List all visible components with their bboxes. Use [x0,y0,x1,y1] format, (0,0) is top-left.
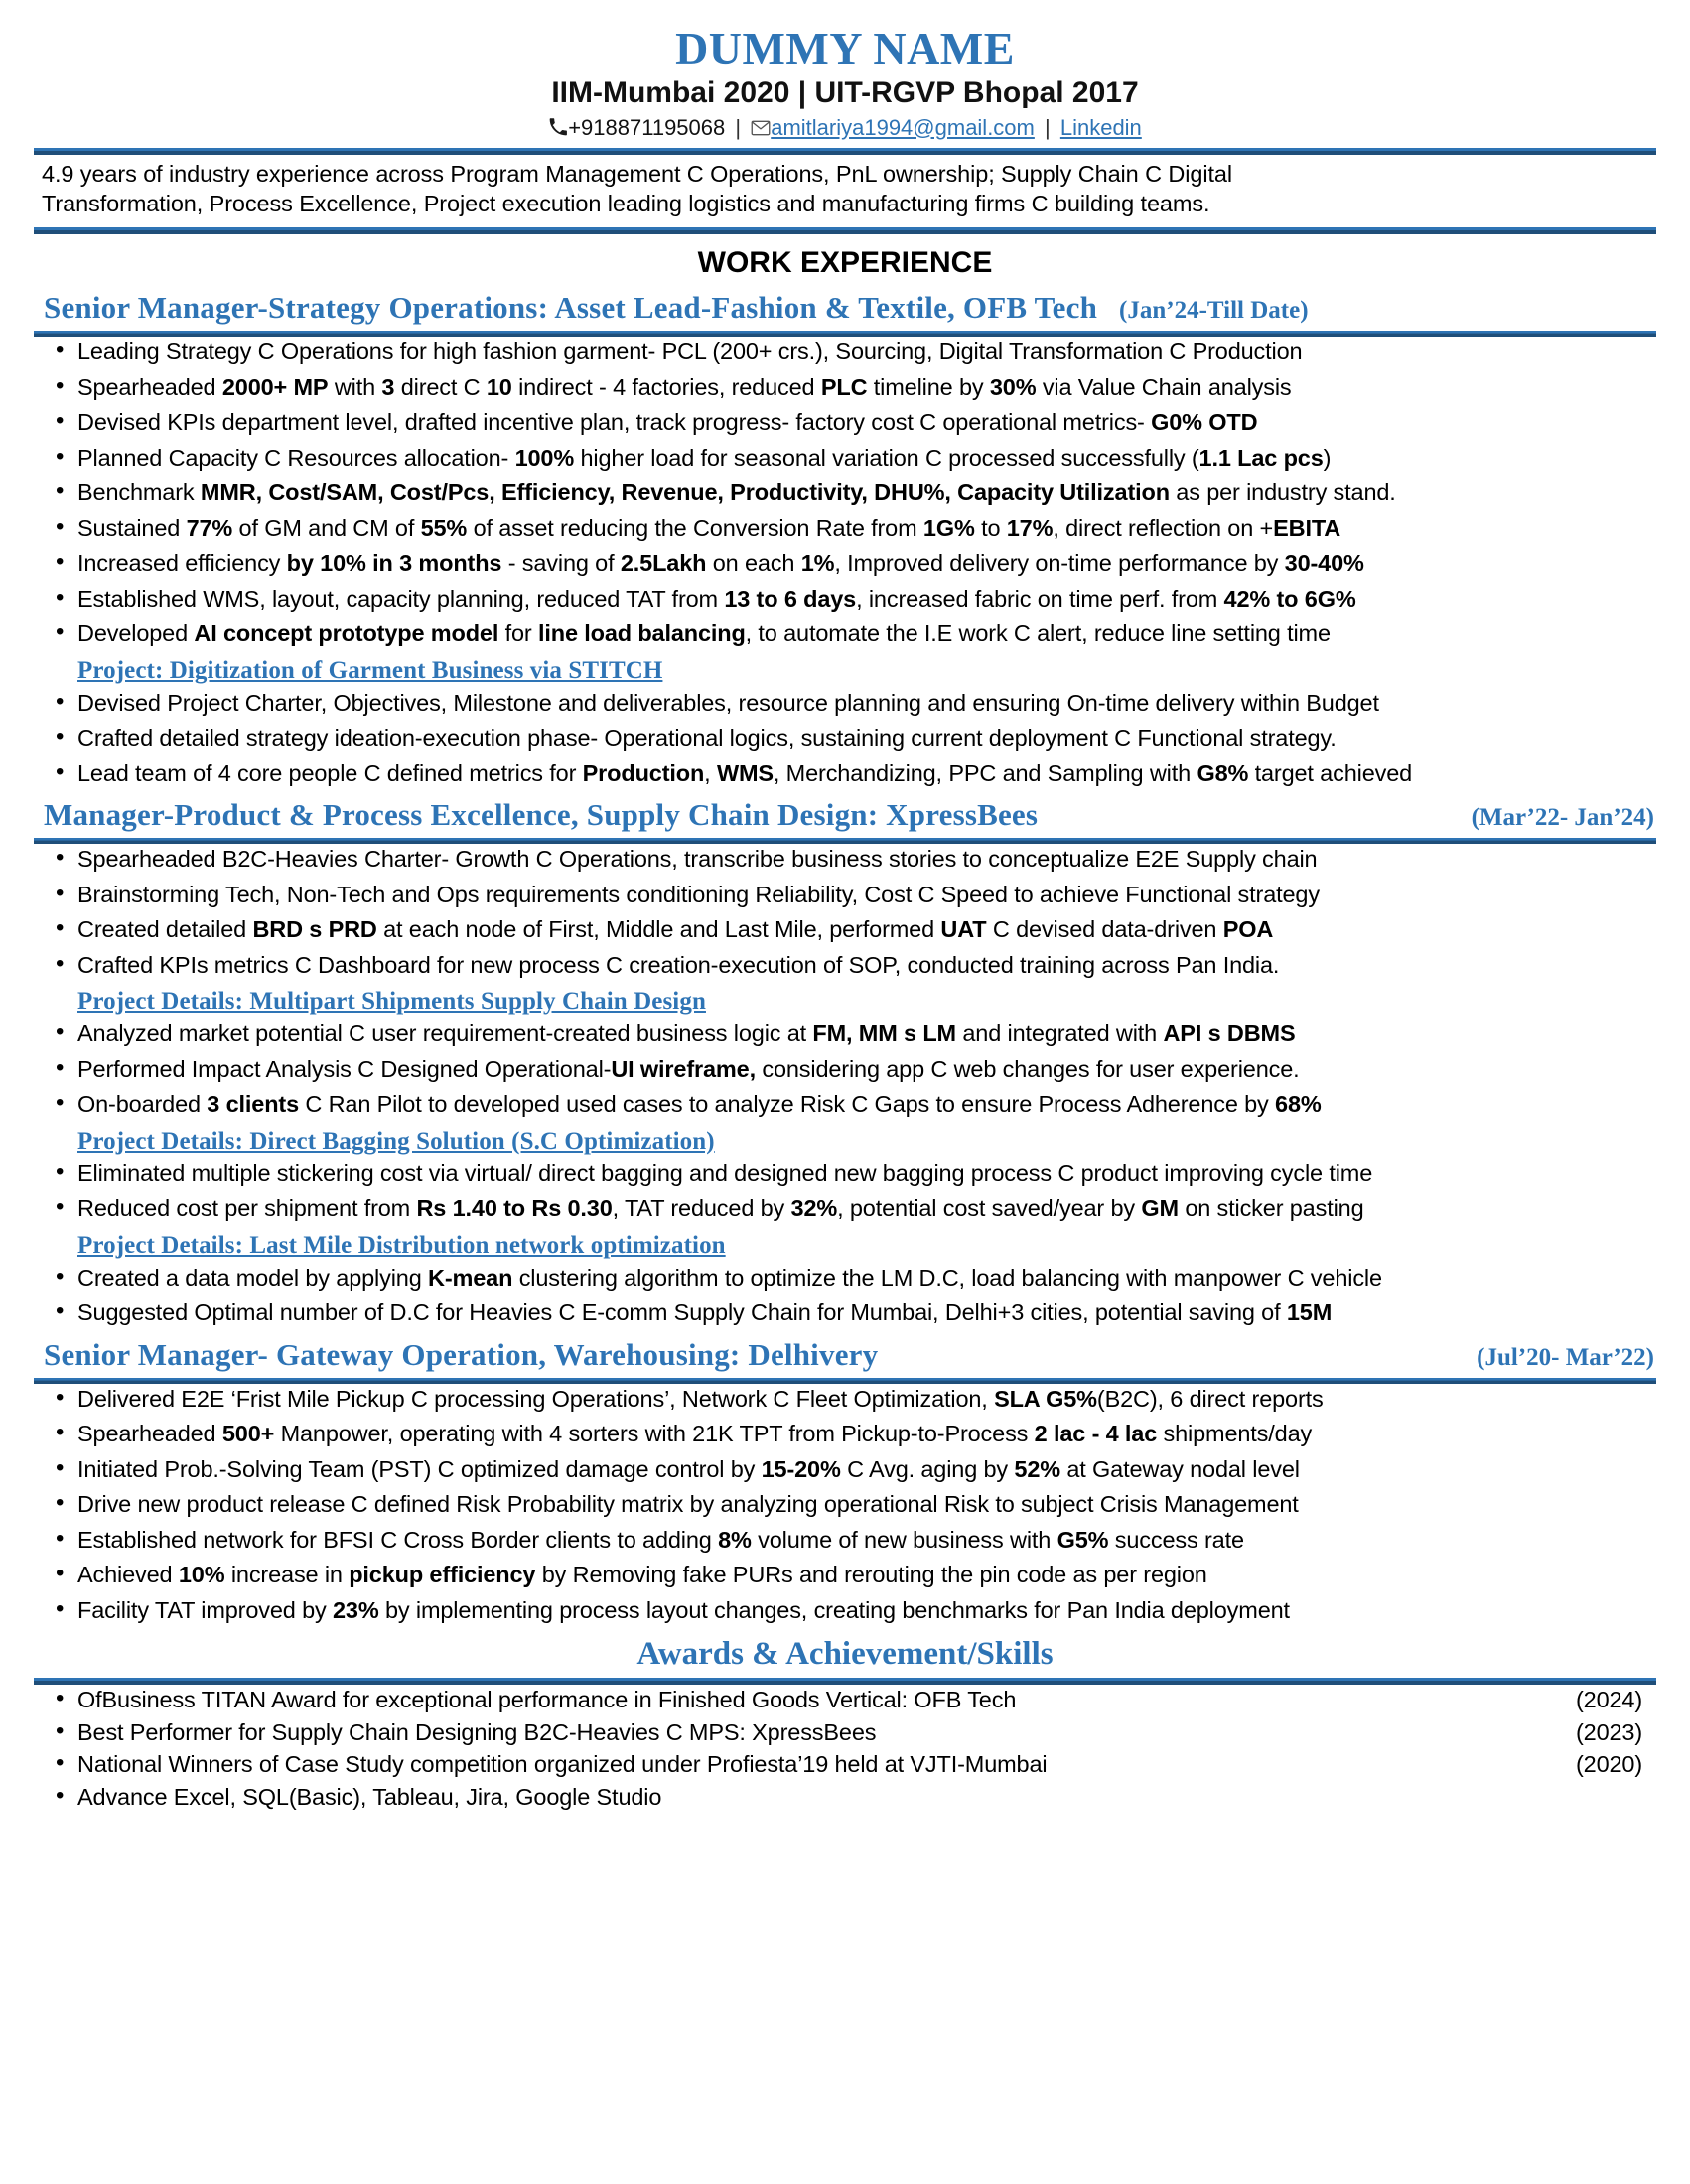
job-bullet [34,1301,1656,1325]
bullet-emphasis: UI wireframe, [611,1055,756,1082]
bullet-emphasis: 2000+ MP [221,373,329,400]
linkedin-link[interactable]: Linkedin [1059,114,1142,140]
bullet-emphasis: 52% [1014,1455,1060,1482]
divider-job [34,838,1656,844]
job-dates: (Mar’22- Jan’24) [1471,804,1654,832]
bullet-text: at Gateway nodal level [1060,1455,1300,1482]
bullet-emphasis: 32% [790,1195,838,1222]
bullet-emphasis: WMS [716,759,774,786]
envelope-icon [751,117,771,143]
bullet-text: Eliminated multiple stickering cost via virtual/ direct bagging and designed new bagging process C product improving cycle time [77,1160,1373,1186]
bullet-text: Developed [77,620,195,647]
bullet-text: direct C [394,373,487,400]
job-bullet [34,373,1656,400]
section-title-work-experience: WORK EXPERIENCE [697,246,993,280]
bullet-text: Increased efficiency [77,550,287,577]
job-bullet [34,444,1656,471]
bullet-text: Spearheaded B2C-Heavies Charter- Growth C Operations, transcribe business stories to conceptualize E2E Supply chain [77,846,1318,873]
job-bullet [34,918,1656,942]
bullet-text: at each node of First, Middle and Last Mile, performed [376,916,941,943]
bullet-text: Performed Impact Analysis C Designed Operational- [77,1055,612,1082]
bullet-text: , to automate the I.E work C alert, reduce line setting time [745,620,1331,647]
job-bullet [34,1023,1656,1046]
job-bullet [34,1423,1656,1446]
bullet-text: Established WMS, layout, capacity planning, reduced TAT from [77,585,725,612]
job-bullet [34,622,1656,646]
bullet-text: , increased fabric on time perf. from [856,585,1224,612]
job-bullet [34,951,1656,978]
project-subheading [34,989,1656,1014]
job-bullet [34,1564,1656,1587]
bullet-text: shipments/day [1157,1421,1313,1447]
divider-header [34,148,1656,155]
contact-line [34,115,1656,143]
bullet-text: Spearheaded [77,1421,222,1447]
profile-summary [34,155,1656,222]
bullet-text: Achieved [77,1562,179,1588]
bullet-emphasis: BRD s PRD [252,916,377,943]
bullet-text: on each [706,550,801,577]
bullet-text: target achieved [1248,759,1413,786]
bullet-text: via Value Chain analysis [1036,373,1292,400]
bullet-text: considering app C web changes for user experience. [755,1055,1300,1082]
bullet-emphasis: 1.1 Lac pcs [1198,444,1324,471]
section-title-awards: Awards & Achievement/Skills [636,1636,1054,1673]
job-bullet [34,552,1656,576]
job-header [34,290,1656,326]
job-bullet [34,514,1656,541]
project-subheading-label: Project: Digitization of Garment Business via STITCH [77,656,663,684]
job-bullet [34,727,1656,751]
project-subheading [34,1129,1656,1154]
bullet-text: and integrated with [955,1021,1164,1047]
bullet-text: Spearheaded [77,373,222,400]
summary-line-1: 4.9 years of industry experience across Program Management C Operations, PnL ownership; Supply Chain C Digital [42,160,1232,187]
bullet-emphasis: POA [1222,916,1274,943]
contact-separator-2: | [1045,114,1051,140]
job-bullet [34,848,1656,872]
job-bullet [34,1264,1656,1291]
bullet-text: On-boarded [77,1091,208,1118]
page-title: DUMMY NAME [675,23,1015,73]
bullet-emphasis: 30-40% [1284,550,1364,577]
job-bullet [34,881,1656,907]
project-subheading-label: Project Details: Multipart Shipments Supply Chain Design [77,988,706,1016]
bullet-text: Leading Strategy C Operations for high fashion garment- PCL (200+ crs.), Sourcing, Digital Transformation C Production [77,339,1303,365]
award-item [34,1753,1656,1777]
award-year: (2020) [1575,1751,1642,1778]
bullet-text: with [328,373,382,400]
bullet-emphasis: K-mean [428,1264,513,1291]
bullet-emphasis: 23% [333,1596,379,1623]
bullet-emphasis: 68% [1275,1091,1322,1118]
bullet-text: success rate [1108,1526,1244,1553]
bullet-text: Sustained [77,514,187,541]
divider-job [34,1378,1656,1384]
bullet-emphasis: 2 lac - 4 lac [1034,1421,1158,1447]
bullet-text: Brainstorming Tech, Non-Tech and Ops requirements conditioning Reliability, Cost C Speed to achieve Functional strategy [77,881,1320,907]
job-bullet-list [34,341,1656,785]
bullet-text: by implementing process layout changes, creating benchmarks for Pan India deployment [378,1596,1290,1623]
bullet-text: (B2C), 6 direct reports [1096,1385,1324,1412]
project-subheading [34,658,1656,683]
bullet-text: Created a data model by applying [77,1264,429,1291]
job-header [34,1337,1656,1373]
bullet-emphasis: G8% [1197,759,1249,786]
bullet-text: Facility TAT improved by [77,1596,333,1623]
job-bullet [34,411,1656,435]
bullet-emphasis: GM [1141,1195,1179,1222]
bullet-text: volume of new business with [751,1526,1057,1553]
awards-list [34,1689,1656,1809]
job-bullet [34,689,1656,716]
job-bullet [34,1526,1656,1553]
divider-job [34,331,1656,337]
project-subheading [34,1233,1656,1258]
job-bullet-list [34,1385,1656,1623]
bullet-text: higher load for seasonal variation C processed successfully ( [574,444,1199,471]
bullet-text: of asset reducing the Conversion Rate from [467,514,923,541]
bullet-emphasis: 10 [486,373,512,400]
award-item [34,1783,1656,1810]
education-line: IIM-Mumbai 2020 | UIT-RGVP Bhopal 2017 [551,76,1139,109]
bullet-text: Initiated Prob.-Solving Team (PST) C optimized damage control by [77,1455,762,1482]
bullet-text: , Improved delivery on-time performance by [834,550,1285,577]
bullet-text: Established network for BFSI C Cross Border clients to adding [77,1526,719,1553]
bullet-text: by Removing fake PURs and rerouting the pin code as per region [535,1562,1207,1588]
bullet-emphasis: 30% [989,373,1037,400]
job-bullet [34,1596,1656,1623]
bullet-emphasis: by 10% in 3 months [286,550,502,577]
bullet-text: Manpower, operating with 4 sorters with 21K TPT from Pickup-to-Process [274,1421,1035,1447]
bullet-text: Benchmark [77,479,201,506]
job-bullet [34,481,1656,505]
job-bullet [34,1162,1656,1186]
bullet-text: , [704,759,717,786]
bullet-emphasis: G0% OTD [1151,409,1258,436]
bullet-text: , direct reflection on + [1053,514,1274,541]
bullet-text: of GM and CM of [232,514,421,541]
bullet-emphasis: API s DBMS [1163,1021,1296,1047]
bullet-emphasis: EBITA [1273,514,1341,541]
bullet-emphasis: SLA G5% [994,1385,1097,1412]
award-text: • Best Performer for Supply Chain Designing B2C-Heavies C MPS: XpressBees [77,1718,877,1745]
bullet-emphasis: UAT [940,916,987,943]
bullet-emphasis: 17% [1006,514,1054,541]
bullet-text: indirect - 4 factories, reduced [511,373,821,400]
bullet-text: , Merchandizing, PPC and Sampling with [773,759,1197,786]
job-bullet [34,1055,1656,1082]
bullet-text: timeline by [867,373,990,400]
bullet-text: for [498,620,538,647]
bullet-emphasis: 1G% [922,514,975,541]
bullet-text: Planned Capacity C Resources allocation- [77,444,515,471]
bullet-emphasis: line load balancing [537,620,746,647]
award-item [34,1718,1656,1745]
divider-summary [34,227,1656,234]
bullet-text: Created detailed [77,916,253,943]
resume-header [34,23,1656,143]
bullet-text: - saving of [501,550,621,577]
job-dates: (Jan’24-Till Date) [1119,297,1309,325]
bullet-text: , TAT reduced by [612,1195,791,1222]
phone-icon [548,117,568,143]
bullet-text: C devised data-driven [986,916,1223,943]
bullet-emphasis: MMR, Cost/SAM, Cost/Pcs, Efficiency, Revenue, Productivity, DHU%, Capacity Utilization [200,479,1170,506]
bullet-emphasis: 1% [800,550,835,577]
job-bullet [34,585,1656,612]
bullet-emphasis: 100% [514,444,575,471]
bullet-text: ) [1323,444,1332,471]
job-header [34,797,1656,833]
divider-awards [34,1678,1656,1685]
bullet-emphasis: PLC [820,373,868,400]
bullet-text: C Avg. aging by [840,1455,1015,1482]
award-text: • OfBusiness TITAN Award for exceptional performance in Finished Goods Vertical: OFB Tech [77,1687,1017,1713]
bullet-text: on sticker pasting [1178,1195,1364,1222]
bullet-text: Crafted KPIs metrics C Dashboard for new process C creation-execution of SOP, conducted training across Pan India. [77,951,1280,978]
bullet-text: Devised KPIs department level, drafted incentive plan, track progress- factory cost C operational metrics- [77,409,1152,436]
bullet-emphasis: G5% [1056,1526,1109,1553]
bullet-emphasis: 55% [420,514,468,541]
bullet-emphasis: Rs 1.40 to Rs 0.30 [416,1195,613,1222]
bullet-text: Devised Project Charter, Objectives, Milestone and deliverables, resource planning and ensuring On-time delivery within Budget [77,689,1379,716]
bullet-emphasis: 77% [186,514,233,541]
work-experience-list [34,290,1656,1622]
job-title: Senior Manager-Strategy Operations: Asset Lead-Fashion & Textile, OFB Tech [44,290,1098,326]
job-bullet [34,341,1656,364]
bullet-emphasis: 15-20% [761,1455,841,1482]
award-text: • Advance Excel, SQL(Basic), Tableau, Jira, Google Studio [77,1783,662,1810]
bullet-text: Reduced cost per shipment from [77,1195,417,1222]
job-bullet-list [34,848,1656,1325]
bullet-text: as per industry stand. [1169,479,1396,506]
phone-number: +918871195068 [568,114,726,140]
bullet-emphasis: 13 to 6 days [724,585,857,612]
award-text: • National Winners of Case Study competition organized under Profiesta’19 held at VJTI-Mumbai [77,1751,1048,1778]
job-bullet [34,1093,1656,1117]
bullet-text: Suggested Optimal number of D.C for Heavies C E-comm Supply Chain for Mumbai, Delhi+3 cities, potential saving of [77,1299,1287,1326]
bullet-text: Crafted detailed strategy ideation-execution phase- Operational logics, sustaining current deployment C Functional strategy. [77,725,1337,751]
bullet-emphasis: 3 [381,373,395,400]
award-year: (2024) [1575,1687,1642,1713]
bullet-emphasis: 42% to 6G% [1223,585,1356,612]
bullet-text: C Ran Pilot to developed used cases to analyze Risk C Gaps to ensure Process Adherence by [299,1091,1276,1118]
bullet-emphasis: 15M [1286,1299,1333,1326]
award-item [34,1689,1656,1712]
bullet-emphasis: 2.5Lakh [620,550,707,577]
project-subheading-label: Project Details: Last Mile Distribution network optimization [77,1231,726,1259]
job-dates: (Jul’20- Mar’22) [1477,1343,1654,1371]
email-link[interactable]: amitlariya1994@gmail.com [771,114,1035,140]
bullet-emphasis: 8% [718,1526,752,1553]
job-title: Manager-Product & Process Excellence, Supply Chain Design: XpressBees [44,797,1039,833]
award-year: (2023) [1575,1718,1642,1745]
bullet-emphasis: Production [582,759,705,786]
bullet-text: Analyzed market potential C user requirement-created business logic at [77,1021,813,1047]
summary-line-2: Transformation, Process Excellence, Project execution leading logistics and manufacturing firms C building teams. [42,190,1210,216]
bullet-emphasis: 3 clients [207,1091,299,1118]
bullet-emphasis: AI concept prototype model [194,620,499,647]
job-bullet [34,1455,1656,1482]
job-title: Senior Manager- Gateway Operation, Warehousing: Delhivery [44,1336,879,1372]
job-bullet [34,1197,1656,1221]
bullet-text: Drive new product release C defined Risk Probability matrix by analyzing operational Risk to subject Crisis Management [77,1491,1299,1518]
bullet-text: , potential cost saved/year by [837,1195,1142,1222]
bullet-emphasis: pickup efficiency [349,1562,536,1588]
bullet-emphasis: 10% [178,1562,225,1588]
bullet-text: Lead team of 4 core people C defined metrics for [77,759,583,786]
bullet-text: to [974,514,1007,541]
project-subheading-label: Project Details: Direct Bagging Solution (S.C Optimization) [77,1127,715,1155]
contact-separator-1: | [735,114,742,140]
job-bullet [34,1385,1656,1412]
bullet-emphasis: FM, MM s LM [812,1021,956,1047]
bullet-text: increase in [224,1562,350,1588]
bullet-text: clustering algorithm to optimize the LM D.C, load balancing with manpower C vehicle [512,1264,1382,1291]
bullet-text: Delivered E2E ‘Frist Mile Pickup C processing Operations’, Network C Fleet Optimization, [77,1385,995,1412]
bullet-emphasis: 500+ [221,1421,275,1447]
job-bullet [34,1493,1656,1517]
job-bullet [34,759,1656,786]
